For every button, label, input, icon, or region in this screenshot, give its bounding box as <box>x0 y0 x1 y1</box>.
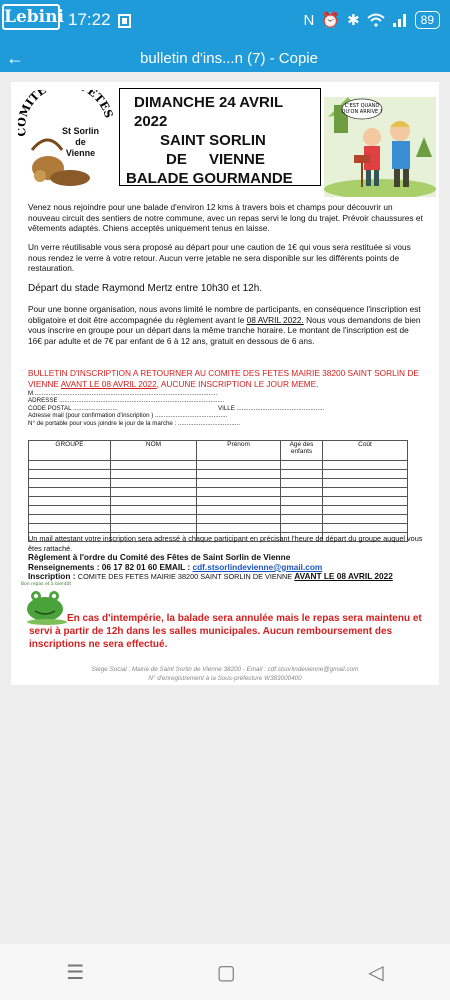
status-bar <box>0 0 450 44</box>
alarm-icon: ⏰ <box>321 12 341 29</box>
table-cell <box>197 524 281 533</box>
table-cell <box>323 479 408 488</box>
hikers-cartoon <box>324 97 436 197</box>
table-cell <box>323 524 408 533</box>
form-email-line: Adresse mail (pour confirmation d'inscription ) .......................................... <box>28 412 228 420</box>
brand-logo: Lebini <box>2 4 60 30</box>
col-cout: Coût <box>323 441 408 461</box>
frog-caption: Bon repas et à bientôt <box>21 582 71 587</box>
title-bar <box>0 44 450 72</box>
table-cell <box>29 506 111 515</box>
battery-icon: 89 <box>415 11 440 29</box>
table-cell <box>281 470 323 479</box>
col-prenom: Prénom <box>197 441 281 461</box>
table-cell <box>111 515 197 524</box>
table-cell <box>111 524 197 533</box>
contact-email-link[interactable]: cdf.stsorlindevienne@gmail.com <box>192 561 323 572</box>
registration-form <box>28 390 424 427</box>
badge-ring-text: MITE ÊTES <box>18 90 114 120</box>
table-cell <box>111 497 197 506</box>
table-row <box>29 497 408 506</box>
qr-code-icon <box>118 14 131 28</box>
inscription-deadline: AVANT LE 08 AVRIL 2022 <box>294 571 393 582</box>
table-cell <box>323 461 408 470</box>
table-cell <box>281 524 323 533</box>
weather-notice: En cas d'intempérie, la balade sera annulée mais le repas sera maintenu et servi à partir de 12h dans les salles municipales. Aucun remboursement des inscriptions ne sera effectué. <box>29 613 422 650</box>
table-cell <box>323 515 408 524</box>
table-cell <box>323 470 408 479</box>
back-icon[interactable]: ◁ <box>368 961 384 984</box>
event-date: DIMANCHE 24 AVRIL 2022 <box>134 94 283 130</box>
bluetooth-icon: ✱ <box>347 12 360 29</box>
form-address-line: ADRESSE ................................................................................................ <box>28 397 225 405</box>
table-row <box>29 470 408 479</box>
table-cell <box>323 488 408 497</box>
table-cell <box>197 497 281 506</box>
table-cell <box>29 470 111 479</box>
table-row <box>29 524 408 533</box>
event-name: BALADE GOURMANDE <box>126 170 293 187</box>
table-cell <box>323 506 408 515</box>
table-cell <box>197 515 281 524</box>
document-page[interactable] <box>11 82 439 685</box>
bubble-line-1: C'EST QUAND <box>344 103 380 109</box>
form-name-line: M .......................................................................................................... <box>28 390 218 397</box>
home-icon[interactable]: ▢ <box>216 961 236 984</box>
table-cell <box>29 479 111 488</box>
signal-icon <box>392 13 408 27</box>
table-cell <box>281 506 323 515</box>
back-arrow-icon[interactable]: ← <box>6 47 24 68</box>
form-phone-line: N° de portable pour vous joindre le jour de la marche : .................................... <box>28 419 240 427</box>
table-cell <box>29 497 111 506</box>
payment-info: Règlement à l'ordre du Comité des Fêtes de Saint Sorlin de Vienne <box>28 552 291 563</box>
table-row <box>29 506 408 515</box>
group-table-body <box>29 461 408 542</box>
table-cell <box>197 506 281 515</box>
cup-paragraph: Un verre réutilisable vous sera proposé au départ pour une caution de 1€ qui vous sera restituée si vous nous rendez le verre à votre retour. Aucun verre jetable ne sera disponible sur les différents points de restauration. <box>28 242 411 274</box>
table-cell <box>29 488 111 497</box>
event-place-1: SAINT SORLIN <box>160 132 266 149</box>
table-cell <box>111 488 197 497</box>
col-groupe: GROUPE <box>29 441 111 461</box>
table-cell <box>111 506 197 515</box>
table-cell <box>281 515 323 524</box>
table-row <box>29 515 408 524</box>
document-footer: Siège Social : Mairie de Saint Sorlin de Vienne 38200 - Email : cdf.stsorlindevienne@gmail.com N° d'enregistrement à la Sous-préfecture W383000400 <box>91 666 359 682</box>
table-cell <box>281 461 323 470</box>
status-icons <box>304 11 440 29</box>
table-row <box>29 461 408 470</box>
mail-note: Un mail attestant votre inscription sera adressé à chaque participant en précisant l'heure de départ du groupe auquel vous êtes rattaché. <box>28 534 423 553</box>
form-postal-code-line: CODE POSTAL .......................... <box>28 404 118 412</box>
recent-apps-icon[interactable]: ☰ <box>66 961 85 984</box>
table-cell <box>323 497 408 506</box>
table-cell <box>29 461 111 470</box>
nfc-icon: N <box>303 11 315 29</box>
table-row <box>29 488 408 497</box>
table-cell <box>29 524 111 533</box>
group-table <box>28 440 408 542</box>
bubble-line-2: QU'ON ARRIVE ? <box>341 109 383 115</box>
table-cell <box>281 479 323 488</box>
col-age-enfants: Age des enfants <box>281 441 323 461</box>
form-city-line: VILLE ................................................... <box>218 404 325 412</box>
intro-paragraph: Venez nous rejoindre pour une balade d'environ 12 kms à travers bois et champs pour découvrir un nouveau circuit des sentiers de notre commune, avec un repas servi le long du trajet. Prévoir chaussures et vêtements adaptés. Chiens acceptés uniquement tenus en laisse. <box>28 202 423 234</box>
table-cell <box>197 488 281 497</box>
table-cell <box>111 479 197 488</box>
after-table-notes <box>28 534 428 582</box>
clock: 17:22 <box>68 10 111 29</box>
committee-badge <box>18 90 114 192</box>
inscription-label: Inscription : <box>28 571 78 582</box>
event-place-2: DE VIENNE <box>166 151 265 168</box>
col-nom: NOM <box>111 441 197 461</box>
table-row <box>29 479 408 488</box>
table-cell <box>281 488 323 497</box>
badge-subtitle: St Sorlin de Vienne <box>62 126 100 158</box>
table-cell <box>111 470 197 479</box>
document-title: bulletin d'ins...n (7) - Copie <box>140 49 318 67</box>
inscription-text: COMITE DES FETES MAIRIE 38200 SAINT SORLIN DE VIENNE <box>77 572 295 582</box>
table-cell <box>197 461 281 470</box>
table-cell <box>281 497 323 506</box>
table-cell <box>111 461 197 470</box>
system-nav-bar <box>0 944 450 1000</box>
bulletin-instructions: BULLETIN D'INSCRIPTION A RETOURNER AU COMITE DES FETES MAIRIE 38200 SAINT SORLIN DE VIENNE AVANT LE 08 AVRIL 2022, AUCUNE INSCRIPTION LE JOUR MEME. <box>28 368 419 389</box>
table-cell <box>197 479 281 488</box>
departure-info: Départ du stade Raymond Mertz entre 10h30 et 12h. <box>28 283 263 294</box>
table-cell <box>197 470 281 479</box>
organization-paragraph: Pour une bonne organisation, nous avons limité le nombre de participants, en conséquence l'inscription est obligatoire et doit être accompagnée du règlement avant le 08 AVRIL 2022. Nous vous demandons de bien vous inscrire en groupe pour un départ dans la même tranche horaire. Le montant de l'inscription est de 16€ par adulte et de 7€ par enfant de 6 à 12 ans, gratuit en dessous de 6 ans. <box>28 304 421 346</box>
table-cell <box>29 515 111 524</box>
wifi-icon <box>367 13 385 27</box>
contact-info: Renseignements : 06 17 82 01 60 EMAIL : cdf.stsorlindevienne@gmail.com <box>28 561 323 572</box>
event-header <box>119 88 321 186</box>
